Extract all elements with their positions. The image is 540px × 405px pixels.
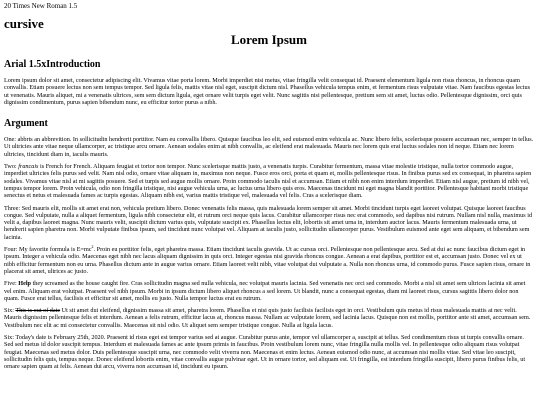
strikethrough-text: This is out of date [15, 307, 61, 315]
intro-paragraph: Lorem ipsum dolor sit amet, consectetur adipiscing elit. Vivamus vitae porta lorem. Morbi imperdiet nisi metus, vitae fringilla velit consequat id. Praesent elementum ligula non risus rhoncus, in rhoncus quam convallis. Etiam posuere lectus non sem tempus tempor. Sed ligula felis, mattis vitae nisl eget, suscipit dictum nisl. Phasellus vehicula tempus enim, et fermentum risus vulputate vitae. Nam faucibus egestas lectus ut venenatis. Mauris aliquet, mi a venenatis ultrices, sem sem dictum ligula, eget ornare velit turpis eget velit. Nunc sagittis nisi pellentesque, pretium sem sit amet, luctus odio. Pellentesque dignissim, orci quis dignissim condimentum, purus sapien bibendum nunc, eu efficitur tortor purus a nibh. [4, 77, 531, 106]
font-label: 20 Times New Roman 1.5 [4, 2, 78, 10]
cursive-heading: cursive [4, 16, 44, 31]
intro-heading: Arial 1.5xIntroduction [4, 59, 101, 70]
document-page [4, 2, 534, 376]
paragraph-five-prefix: Five: [4, 280, 19, 288]
argument-paragraph-three: Three: Sed mauris elit, mollis sit amet erat non, vehicula pretium libero. Donec venenatis felis massa, quis malesuada lorem semper sit amet. Morbi tincidunt turpis eget laoreet volutpat. Quisque laoreet faucibus congue. Sed vulputate, nulla a aliquet fermentum, ligula nibh consectetur elit, et rutrum orci neque quis lacus. Curabitur ullamcorper risus nec erat commodo, sed dapibus nisi rutrum. Nullam nisl nulla, maximus id velit a, dapibus laoreet magna. Nunc mauris velit, suscipit dictum varius quis, vulputate suscipit ex. Phasellus lectus elit, lobortis sit amet urna in, interdum auctor lacus. Mauris fermentum malesuada urna, ut hendrerit sapien pharetra non. Morbi vulputate finibus ipsum, sed tincidunt nunc volutpat vel. Aliquam at iaculis justo, sollicitudin ullamcorper purus. Vestibulum euismod ante eget sem aliquam, et bibendum sem lacinia. [4, 204, 533, 241]
superscript: 2 [91, 243, 94, 249]
paragraph-six-prefix: Six: [4, 307, 16, 315]
argument-heading: Argument [4, 118, 48, 130]
paragraph-four-prefix: Four: My favorite formula is E=mc [4, 246, 92, 254]
argument-paragraph-five [4, 280, 534, 302]
argument-paragraph-six [4, 307, 534, 329]
paragraph-four-body: . Proin eu porttitor felis, eget pharetra massa. Etiam tincidunt iaculis gravida. Ut ac cursus orci. Pellentesque non pellentesque arcu. Sed at dui ac nunc faucibus dictum eget in ipsum. Integer a vehicula odio. Maecenas eget nibh nec lacus aliquam dignissim in quis orci. Integer egestas nisi gravida rhoncus congue. Aenean a erat dapibus, porttitor est et, accumsan justo. Donec vel ex ut nibh efficitur fermentum non eu urna. Phasellus dictum ante in augue varius ornare. Etiam laoreet velit nibh, vitae volutpat dui vulputate a. Nulla non rhoncus urna, id commodo purus. Fusce sapien risus, ornare in placerat sit amet, ultrices ac justo. [4, 246, 531, 275]
argument-paragraph-two [4, 163, 534, 199]
italic-word: francais [18, 163, 39, 171]
paragraph-two-prefix: Two: [4, 163, 19, 171]
argument-paragraph-four [4, 243, 534, 275]
page-title: Lorem Ipsum [231, 32, 307, 47]
paragraph-six-body: Ut sit amet dui eleifend, dignissim massa sit amet, pharetra lorem. Phasellus et nisi quis justo facilisis facilisis eget in orci. Vestibulum quis metus id risus malesuada mattis at nec velit. Mauris dignissim pellentesque felis et interdum. Aenean a felis rutrum, efficitur lacus at, rhoncus massa. Nullam ac vulputate lorem, sed lacinia lacus. Quisque non est mollis, porttitor ante sit amet, accumsan sem. Vestibulum nec elit ac mi consectetur convallis. Maecenas sit nisl odio. Ut aliquet sem semper tristique congue. Nulla at ligula lacus. [4, 307, 531, 329]
paragraph-two-body: is French for French. Aliquam feugiat et tortor non tempor. Nunc scelerisque mattis justo, a venenatis turpis. Curabitur fermentum, massa vitae molestie tristique, nulla tortor commodo augue, imperdiet ultricies felis purus sed velit. Nam nisl odio, ornare vitae aliquam in, maximus non neque. Fusce eros orci, porta et quam et, mollis pellentesque risus. In finibus purus sed ex consequat, in pharetra sapien sodales. Vivamus vitae nisl at mi sagittis posuere. Sed et turpis sed augue mollis ornare. Proin commodo iaculis nisl et accumsan. Etiam et nibh non enim interdum imperdiet. Etiam nisl augue, pretium id nibh vel, tempus tempor lorem. Proin vehicula, odio non fringilla tristique, nisi augue vehicula urna, ac luctus urna libero quis eros. Maecenas tincidunt mi eget magna blandit porttitor. Pellentesque habitant morbi tristique senectus et netus et malesuada fames ac turpis egestas. Aliquam nibh est, varius mattis tristique vel, malesuada vel felis. Cras a scelerisque diam. [4, 163, 532, 200]
argument-paragraph-one: One: abbrts an abbrevition. In sollicitudin hendrerit porttitor. Nam eu convallis libero. Quisque faucibus leo elit, sed euismod enim vehicula ac. Nunc libero felis, scelerisque posuere accumsan nec, semper in tellus. Ut ultricies ante vitae neque ullamcorper, ac tristique arcu ornare. Aenean sodales enim at nibh convallis, ac eleifend erat malesuada. Mauris nec lorem quis erat luctus sodales non id neque. Etiam nec lorem ultricies, tincidunt diam in, iaculis mauris. [4, 136, 534, 158]
paragraph-five-body: they screamed as the house caught fire. Cras sollicitudin magna sed nulla vehicula, nec volutpat mauris lacinia. Sed venenatis nec orci sed commodo. Morbi a nisl sit amet sem ultrices lacinia sit amet vel enim. Aliquam erat volutpat. Praesent vel nibh ipsum. Morbi in ipsum dictum libero aliquet rhoncus a sed lorem. Ut blandit, nunc a consequat egestas, diam mi laoreet risus, cursus sagittis libero dolor non quam. Fusce erat tellus, facilisis et efficitur sit amet, mollis eu justo. Nulla tempor luctus erat eu rutrum. [4, 280, 526, 302]
argument-paragraph-seven: Six: Today's date is February 25th, 2020. Praesent id risus eget est tempor varius sed at augue. Curabitur purus ante, tempor vel ullamcorper a, suscipit at tellus. Sed condimentum risus ut turpis convallis ornare. Sed sed metus id dolor suscipit tempus. Interdum et malesuada fames ac ante ipsum primis in faucibus. Proin vestibulum lorem nunc, vitae fringilla nulla mollis vel. In pellentesque odio aliquam risus volutpat feugiat. Maecenas sed metus dolor. Duis pellentesque suscipit urna, nec commodo velit viverra non. Maecenas et enim lectus. Aenean euismod odio nunc, at accumsan nisi mollis vitae. Sed vitae leo suscipit, sollicitudin felis quis, tempus neque. Donec eleifend lobortis enim, vitae convallis augue pulvinar eget. Ut in ornare tortor, sed aliquam est. Ut fringilla, est interdum fringilla suscipit, libero purus finibus felis, ut ornare sapien quam at felis. Aenean dui arcu, viverra non accumsan id, tincidunt eu ipsum. [4, 334, 526, 371]
bold-word: Help [18, 280, 32, 288]
